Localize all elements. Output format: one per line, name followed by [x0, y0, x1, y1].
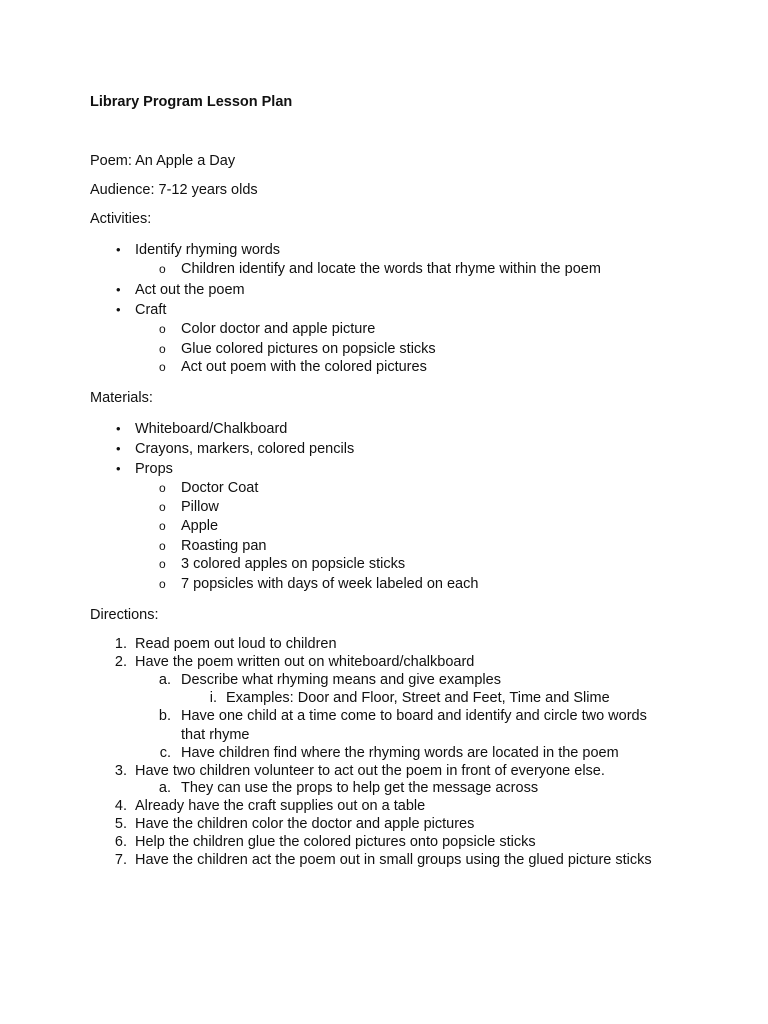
direction-sub-step: Have children find where the rhyming words are located in the poem: [181, 745, 619, 761]
direction-sub-step: They can use the props to help get the message across: [181, 780, 539, 796]
direction-step: Read poem out loud to children: [135, 636, 337, 652]
step-number: 1.: [114, 636, 127, 652]
step-number: 2.: [114, 654, 127, 670]
material-sub-item: Doctor Coat: [181, 480, 259, 496]
activity-item: Act out the poem: [135, 282, 245, 298]
sub-bullet-marker: o: [159, 322, 166, 336]
direction-step: Have the poem written out on whiteboard/chalkboard: [135, 654, 475, 670]
directions-heading: Directions:: [90, 607, 159, 623]
direction-step: Already have the craft supplies out on a table: [135, 798, 426, 814]
material-sub-item: Apple: [181, 518, 219, 534]
sub-step-letter: a.: [158, 780, 171, 796]
activity-sub-item: Color doctor and apple picture: [181, 321, 376, 337]
sub-step-letter: a.: [158, 672, 171, 688]
material-item: Whiteboard/Chalkboard: [135, 421, 288, 437]
sub-step-letter: c.: [159, 745, 171, 761]
direction-sub-step: Describe what rhyming means and give examples: [181, 672, 501, 688]
activity-sub-item: Act out poem with the colored pictures: [181, 359, 427, 375]
sub-bullet-marker: o: [159, 500, 166, 514]
step-number: 3.: [114, 763, 127, 779]
materials-heading: Materials:: [90, 390, 153, 406]
step-number: 5.: [114, 816, 127, 832]
bullet-marker: •: [116, 421, 121, 436]
bullet-marker: •: [116, 242, 121, 257]
direction-sub-step-continued: that rhyme: [181, 727, 250, 743]
activity-item: Craft: [135, 302, 167, 318]
bullet-marker: •: [116, 441, 121, 456]
sub-bullet-marker: o: [159, 481, 166, 495]
material-sub-item: 7 popsicles with days of week labeled on each: [181, 576, 479, 592]
direction-sub-step: Have one child at a time come to board and identify and circle two words: [181, 708, 647, 724]
activities-heading: Activities:: [90, 211, 152, 227]
material-sub-item: 3 colored apples on popsicle sticks: [181, 556, 406, 572]
poem-line: Poem: An Apple a Day: [90, 153, 236, 169]
material-item: Props: [135, 461, 173, 477]
material-item: Crayons, markers, colored pencils: [135, 441, 355, 457]
material-sub-item: Pillow: [181, 499, 219, 515]
step-number: 6.: [114, 834, 127, 850]
sub-bullet-marker: o: [159, 342, 166, 356]
activity-sub-item: Glue colored pictures on popsicle sticks: [181, 341, 436, 357]
material-sub-item: Roasting pan: [181, 538, 267, 554]
sub-bullet-marker: o: [159, 539, 166, 553]
sub-bullet-marker: o: [159, 360, 166, 374]
sub-bullet-marker: o: [159, 262, 166, 276]
sub-bullet-marker: o: [159, 519, 166, 533]
sub-step-letter: b.: [158, 708, 171, 724]
activity-sub-item: Children identify and locate the words that rhyme within the poem: [181, 261, 601, 277]
step-number: 4.: [114, 798, 127, 814]
direction-step: Have two children volunteer to act out the poem in front of everyone else.: [135, 763, 605, 779]
bullet-marker: •: [116, 461, 121, 476]
direction-step: Help the children glue the colored pictures onto popsicle sticks: [135, 834, 536, 850]
direction-step: Have the children act the poem out in small groups using the glued picture sticks: [135, 852, 652, 868]
direction-step: Have the children color the doctor and apple pictures: [135, 816, 475, 832]
bullet-marker: •: [116, 302, 121, 317]
bullet-marker: •: [116, 282, 121, 297]
direction-sub-sub-step: Examples: Door and Floor, Street and Feet, Time and Slime: [226, 690, 610, 706]
sub-sub-step-numeral: i.: [209, 690, 217, 706]
step-number: 7.: [114, 852, 127, 868]
sub-bullet-marker: o: [159, 577, 166, 591]
page-title: Library Program Lesson Plan: [90, 94, 293, 110]
audience-line: Audience: 7-12 years olds: [90, 182, 258, 198]
activity-item: Identify rhyming words: [135, 242, 281, 258]
sub-bullet-marker: o: [159, 557, 166, 571]
